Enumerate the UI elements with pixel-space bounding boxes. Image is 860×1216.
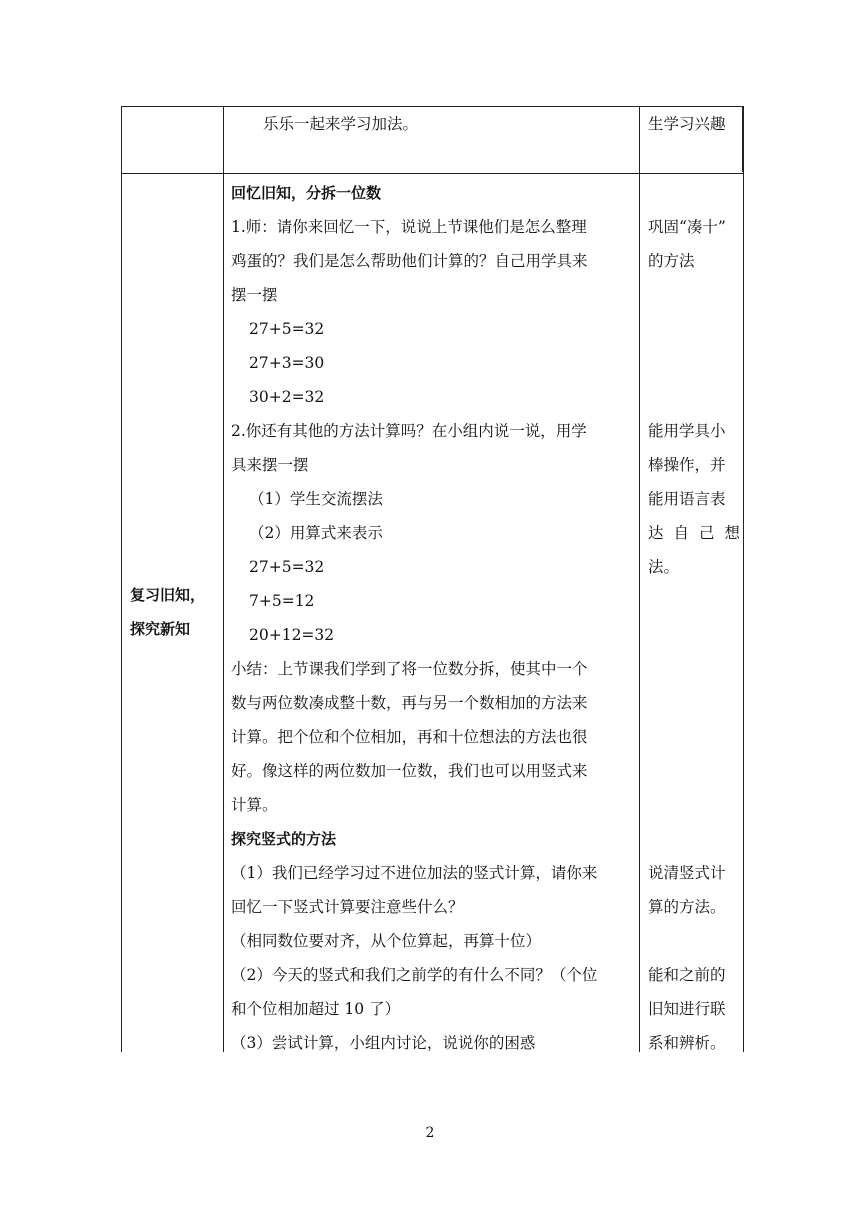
goal-line: 巩固“凑十” bbox=[648, 218, 726, 236]
activity-cell bbox=[224, 176, 641, 1060]
activity-line: 鸡蛋的？我们是怎么帮助他们计算的？自己用学具来 bbox=[231, 252, 588, 270]
goal-line: 法。 bbox=[648, 558, 680, 576]
activity-line: 具来摆一摆 bbox=[231, 456, 309, 474]
activity-line: 摆一摆 bbox=[231, 286, 278, 304]
activity-line: （3）尝试计算，小组内讨论，说说你的困惑 bbox=[231, 1034, 536, 1052]
goal-line: 的方法 bbox=[648, 252, 695, 270]
activity-line: 数与两位数凑成整十数，再与另一个数相加的方法来 bbox=[231, 694, 588, 712]
activity-line: 27+5=32 bbox=[249, 558, 325, 576]
section-heading: 探究竖式的方法 bbox=[231, 830, 337, 848]
activity-line: 27+5=32 bbox=[249, 320, 325, 338]
page-number: 2 bbox=[425, 1125, 435, 1141]
goal-line: 能用学具小 bbox=[648, 422, 726, 440]
activity-line: 和个位相加超过 10 了） bbox=[231, 1000, 401, 1018]
section-heading: 回忆旧知，分拆一位数 bbox=[231, 184, 382, 202]
goal-group bbox=[648, 210, 744, 278]
goal-group bbox=[648, 958, 744, 1060]
activity-line: 2.你还有其他的方法计算吗？在小组内说一说，用学 bbox=[231, 422, 587, 440]
goal-line: 旧知进行联 bbox=[648, 1000, 726, 1018]
activity-line: 计算。 bbox=[231, 796, 278, 814]
goal-line: 棒操作，并 bbox=[648, 456, 726, 474]
activity-line: （2）用算式来表示 bbox=[249, 524, 383, 542]
activity-line: 30+2=32 bbox=[249, 388, 325, 406]
activity-line: （相同数位要对齐，从个位算起，再算十位） bbox=[231, 932, 542, 950]
goal-line: 能用语言表 bbox=[648, 490, 726, 508]
activity-line: 20+12=32 bbox=[249, 626, 335, 644]
activity-line: 1.师：请你来回忆一下，说说上节课他们是怎么整理 bbox=[231, 218, 587, 236]
stage-label-line: 探究新知 bbox=[130, 620, 191, 638]
row1-content-text: 乐乐一起来学习加法。 bbox=[263, 115, 419, 133]
goal-line: 说清竖式计 bbox=[648, 864, 726, 882]
lesson-table bbox=[121, 106, 744, 1054]
activity-line: 27+3=30 bbox=[249, 354, 325, 372]
activity-line: 7+5=12 bbox=[249, 592, 315, 610]
table-row bbox=[121, 106, 744, 173]
stage-label-line: 复习旧知， bbox=[130, 586, 206, 604]
activity-line: 回忆一下竖式计算要注意些什么？ bbox=[231, 898, 464, 916]
activity-line: 小结：上节课我们学到了将一位数分拆，使其中一个 bbox=[231, 660, 588, 678]
stage-label-cell bbox=[121, 578, 230, 646]
goal-line: 能和之前的 bbox=[648, 966, 726, 984]
activity-line: 计算。把个位和个位相加，再和十位想法的方法也很 bbox=[231, 728, 588, 746]
row1-content-cell bbox=[224, 107, 641, 141]
goal-group bbox=[648, 856, 744, 924]
row1-goal-text: 生学习兴趣 bbox=[648, 115, 726, 133]
goal-line: 系和辨析。 bbox=[648, 1034, 726, 1052]
activity-line: （1）我们已经学习过不进位加法的竖式计算，请你来 bbox=[231, 864, 598, 882]
row1-goal-cell bbox=[640, 107, 744, 141]
table-row bbox=[121, 173, 744, 1054]
goal-line: 算的方法。 bbox=[648, 898, 726, 916]
activity-line: 好。像这样的两位数加一位数，我们也可以用竖式来 bbox=[231, 762, 588, 780]
goal-line: 达 自 己 想 bbox=[648, 524, 740, 542]
activity-line: （2）今天的竖式和我们之前学的有什么不同？（个位 bbox=[231, 966, 598, 984]
goal-group bbox=[648, 414, 740, 584]
activity-line: （1）学生交流摆法 bbox=[249, 490, 383, 508]
